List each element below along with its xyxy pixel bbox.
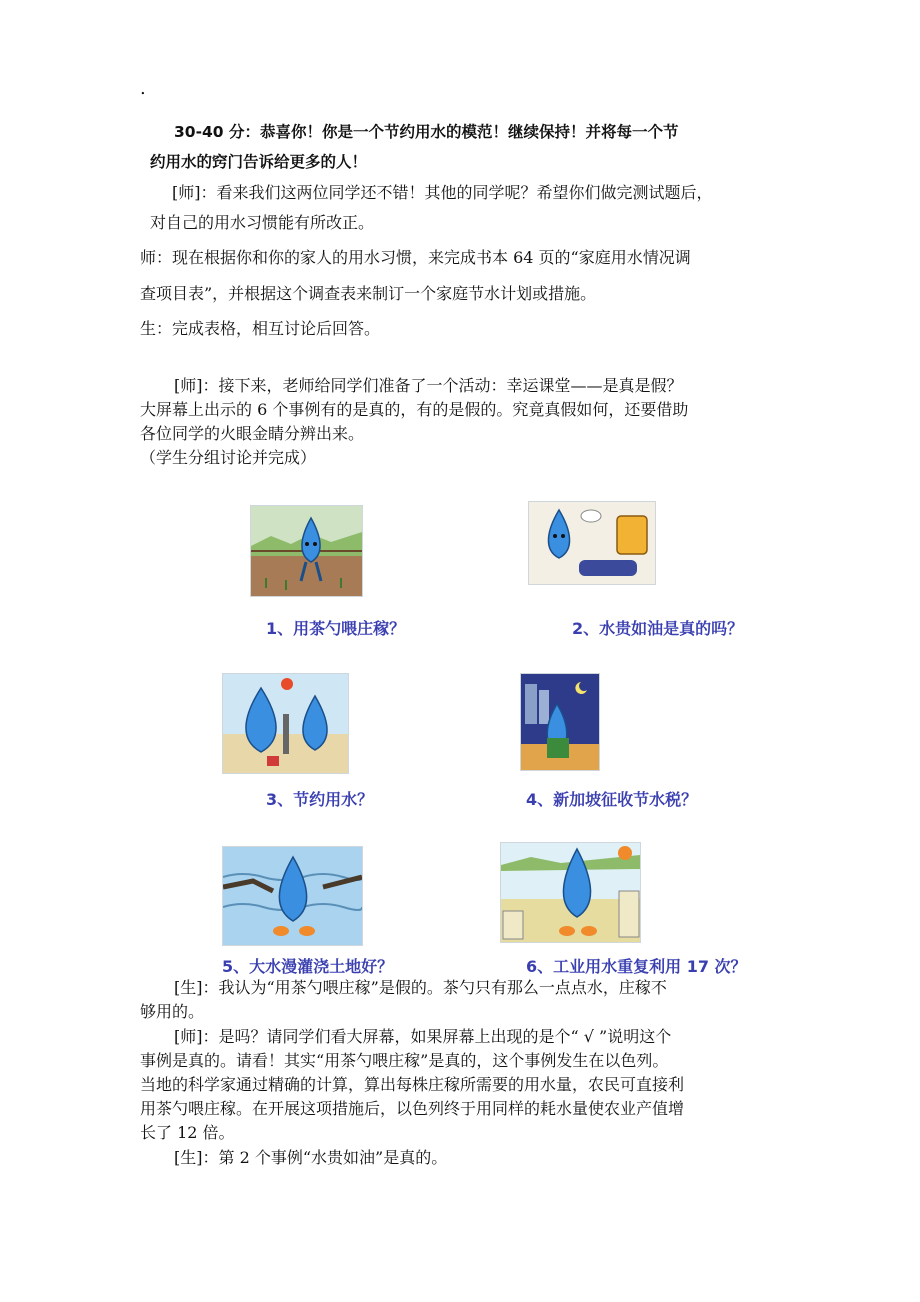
water-drop-oil-cup-illustration [528,501,656,585]
para-teacher3-line5: 长了 12 倍。 [140,1123,235,1142]
para-teacher3-line2: 事例是真的。请看！其实“用茶勺喂庄稼”是真的，这个事例发生在以色列。 [140,1051,669,1070]
water-drop-flood-illustration [222,846,363,946]
case-caption-2: 2、水贵如油是真的吗？ [572,619,744,638]
para-teacher3-line3: 当地的科学家通过精确的计算，算出每株庄稼所需要的用水量，农民可直接利 [140,1075,685,1094]
para-activity-line2: 大屏幕上出示的 6 个事例有的是真的，有的是假的。究竟真假如何，还要借助 [140,400,689,419]
para-teacher1-line1: [师]：看来我们这两位同学还不错！其他的同学呢？希望你们做完测试题后， [172,183,713,202]
para-teacher2-line1: 师：现在根据你和你的家人的用水习惯，来完成书本 64 页的“家庭用水情况调 [140,248,691,267]
water-drop-night-city-illustration [520,673,600,771]
para-teacher3-line4: 用茶勺喂庄稼。在开展这项措施后，以色列终于用同样的耗水量使农业产值增 [140,1099,685,1118]
case-caption-1: 1、用茶勺喂庄稼？ [266,619,406,638]
para-teacher3-line1: [师]：是吗？请同学们看大屏幕，如果屏幕上出现的是个“ √ ”说明这个 [174,1027,672,1046]
case-caption-5: 5、大水漫灌浇土地好？ [222,957,394,976]
para-activity-line3: 各位同学的火眼金睛分辨出来。 [140,424,365,443]
para-student2-line1: [生]：我认为“用茶勺喂庄稼”是假的。茶勺只有那么一点点水，庄稼不 [174,978,667,997]
case-caption-4: 4、新加坡征收节水税？ [526,790,698,809]
para-teacher2-line2: 查项目表”，并根据这个调查表来制订一个家庭节水计划或措施。 [140,284,597,303]
water-drops-faucet-illustration [222,673,349,774]
case-caption-6: 6、工业用水重复利用 17 次？ [526,957,747,976]
para-activity-line4: （学生分组讨论并完成） [140,448,317,467]
water-drop-farm-illustration [250,505,363,597]
para-student3: [生]：第 2 个事例“水贵如油”是真的。 [174,1148,448,1167]
para-activity-line1: [师]：接下来，老师给同学们准备了一个活动：幸运课堂——是真是假？ [174,376,683,395]
water-drop-bucket-illustration [500,842,641,943]
case-caption-3: 3、节约用水？ [266,790,374,809]
para-teacher1-line2: 对自己的用水习惯能有所改正。 [150,213,375,232]
para-score-line1: 30-40 分：恭喜你！你是一个节约用水的模范！继续保持！并将每一个节 [174,123,679,141]
para-student2-line2: 够用的。 [140,1002,205,1021]
para-score-line2: 约用水的窍门告诉给更多的人！ [150,153,368,171]
para-student1: 生：完成表格，相互讨论后回答。 [140,319,381,338]
page-marker: . [140,78,146,99]
